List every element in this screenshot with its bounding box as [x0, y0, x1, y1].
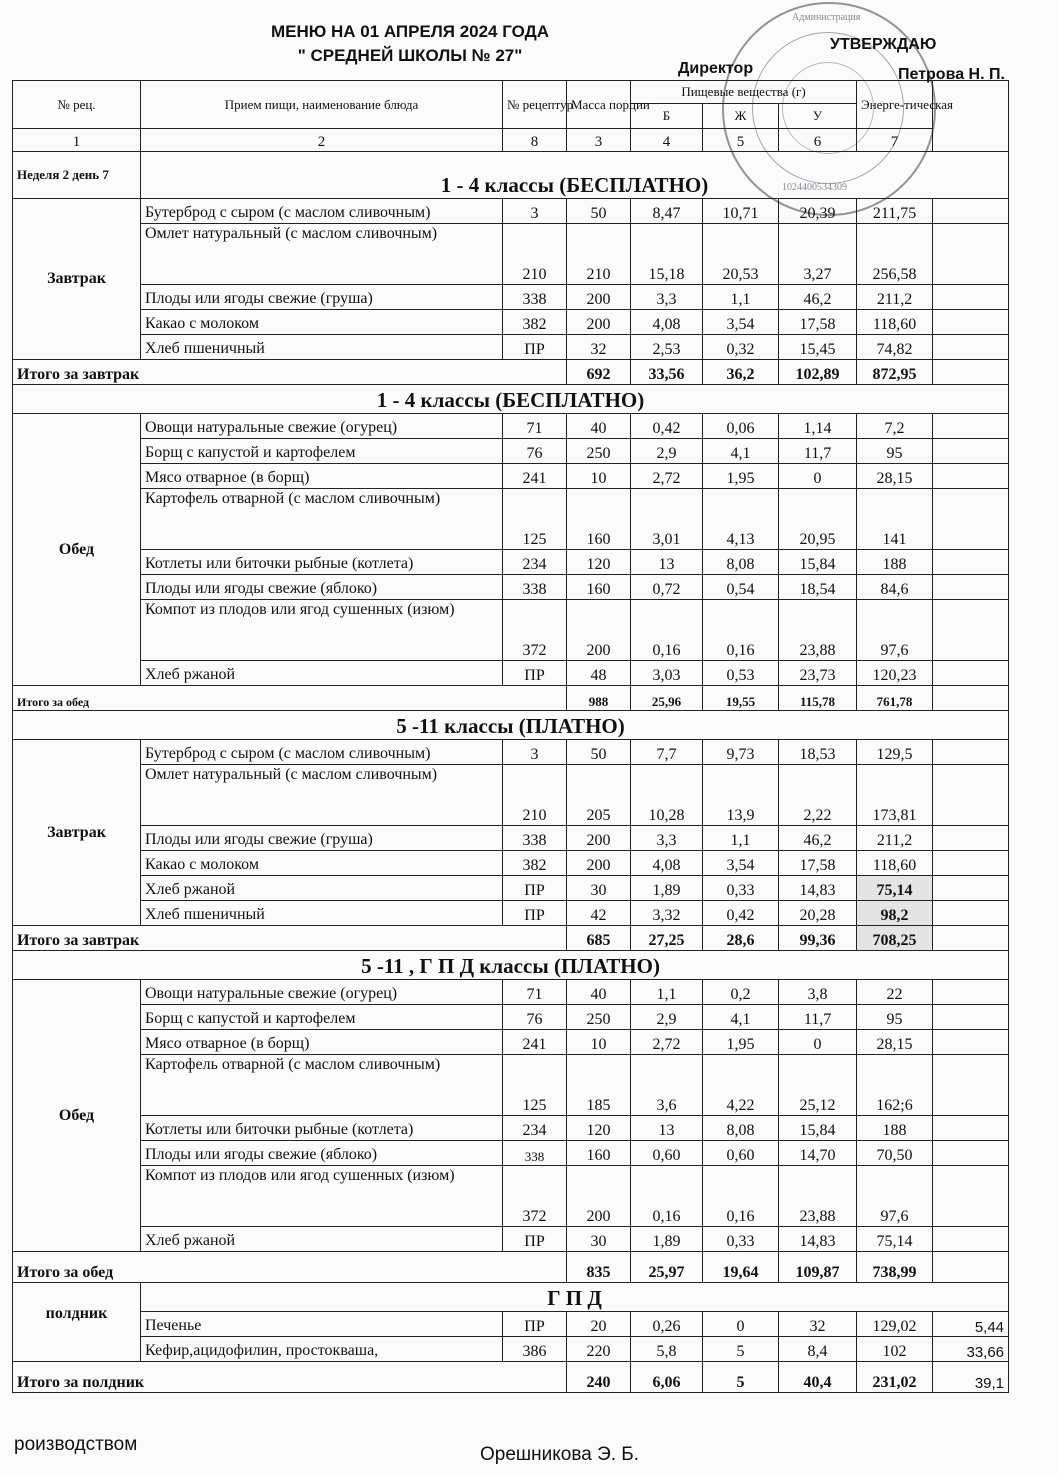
- fat: 3,54: [703, 851, 779, 876]
- col-zh: Ж: [703, 104, 779, 129]
- dish-name: Овощи натуральные свежие (огурец): [141, 414, 503, 439]
- col-nutrients: Пищевые вещества (г): [631, 81, 857, 104]
- carbs: 15,45: [779, 335, 857, 360]
- carbs: 17,58: [779, 851, 857, 876]
- protein: 2,72: [631, 1030, 703, 1055]
- dish-name: Хлеб пшеничный: [141, 335, 503, 360]
- fat: 0,33: [703, 876, 779, 901]
- energy: 188: [857, 550, 933, 575]
- mass: 32: [567, 335, 631, 360]
- col-number: 3: [567, 129, 631, 152]
- fat: 0,06: [703, 414, 779, 439]
- total-protein: 25,97: [631, 1252, 703, 1283]
- mass: 200: [567, 310, 631, 335]
- fat: 3,54: [703, 310, 779, 335]
- school-name: " СРЕДНЕЙ ШКОЛЫ № 27": [297, 46, 523, 65]
- mass: 250: [567, 1005, 631, 1030]
- carbs: 11,7: [779, 439, 857, 464]
- protein: 2,53: [631, 335, 703, 360]
- protein: 0,16: [631, 1166, 703, 1227]
- price: 5,44: [933, 1312, 1009, 1337]
- recipe-no: 382: [503, 851, 567, 876]
- total-label: Итого за завтрак: [13, 360, 567, 385]
- carbs: 18,54: [779, 575, 857, 600]
- energy: 97,6: [857, 600, 933, 661]
- carbs: 46,2: [779, 826, 857, 851]
- section-band: 1 - 4 классы (БЕСПЛАТНО): [141, 152, 1009, 199]
- dish-name: Компот из плодов или ягод сушенных (изюм): [141, 600, 503, 661]
- mass: 120: [567, 550, 631, 575]
- energy: 211,2: [857, 826, 933, 851]
- total-energy: 761,78: [857, 686, 933, 711]
- total-fat: 28,6: [703, 926, 779, 951]
- protein: 4,08: [631, 310, 703, 335]
- energy: 70,50: [857, 1141, 933, 1166]
- dish-name: Компот из плодов или ягод сушенных (изюм): [141, 1166, 503, 1227]
- energy: 28,15: [857, 464, 933, 489]
- col-b: Б: [631, 104, 703, 129]
- price: 33,66: [933, 1337, 1009, 1362]
- fat: 8,08: [703, 550, 779, 575]
- col-mass: Масса порции: [567, 81, 631, 129]
- total-price: 39,1: [933, 1362, 1009, 1393]
- carbs: 14,83: [779, 876, 857, 901]
- total-protein: 33,56: [631, 360, 703, 385]
- carbs: 25,12: [779, 1055, 857, 1116]
- carbs: 23,88: [779, 1166, 857, 1227]
- carbs: 23,73: [779, 661, 857, 686]
- protein: 1,89: [631, 1227, 703, 1252]
- carbs: 17,58: [779, 310, 857, 335]
- mass: 160: [567, 575, 631, 600]
- fat: 13,9: [703, 765, 779, 826]
- energy: 84,6: [857, 575, 933, 600]
- director-name: Петрова Н. П.: [898, 66, 1005, 83]
- mass: 185: [567, 1055, 631, 1116]
- protein: 7,7: [631, 740, 703, 765]
- total-energy: 872,95: [857, 360, 933, 385]
- total-protein: 25,96: [631, 686, 703, 711]
- protein: 0,72: [631, 575, 703, 600]
- section-band: 5 -11 , Г П Д классы (ПЛАТНО): [13, 951, 1009, 980]
- dish-name: Овощи натуральные свежие (огурец): [141, 980, 503, 1005]
- recipe-no: 210: [503, 765, 567, 826]
- mass: 40: [567, 414, 631, 439]
- recipe-no: 234: [503, 550, 567, 575]
- recipe-no: 210: [503, 224, 567, 285]
- recipe-no: 372: [503, 1166, 567, 1227]
- carbs: 0: [779, 1030, 857, 1055]
- recipe-no: 125: [503, 1055, 567, 1116]
- recipe-no: 71: [503, 980, 567, 1005]
- dish-name: Хлеб пшеничный: [141, 901, 503, 926]
- dish-name: Бутерброд с сыром (с маслом сливочным): [141, 740, 503, 765]
- col-number: 7: [857, 129, 933, 152]
- energy: 118,60: [857, 310, 933, 335]
- fat: 4,22: [703, 1055, 779, 1116]
- fat: 10,71: [703, 199, 779, 224]
- mass: 200: [567, 851, 631, 876]
- menu-title: МЕНЮ НА 01 АПРЕЛЯ 2024 ГОДА: [270, 22, 550, 41]
- recipe-no: 71: [503, 414, 567, 439]
- recipe-no: 125: [503, 489, 567, 550]
- protein: 2,9: [631, 439, 703, 464]
- mass: 200: [567, 285, 631, 310]
- dish-name: Котлеты или биточки рыбные (котлета): [141, 550, 503, 575]
- energy: 173,81: [857, 765, 933, 826]
- mass: 40: [567, 980, 631, 1005]
- dish-name: Какао с молоком: [141, 310, 503, 335]
- total-mass: 685: [567, 926, 631, 951]
- col-energy: Энерге-тическая: [857, 81, 933, 129]
- recipe-no: 338: [503, 575, 567, 600]
- fat: 0,54: [703, 575, 779, 600]
- meal-label: Завтрак: [13, 199, 141, 360]
- protein: 10,28: [631, 765, 703, 826]
- fat: 0,16: [703, 600, 779, 661]
- total-mass: 835: [567, 1252, 631, 1283]
- total-mass: 692: [567, 360, 631, 385]
- mass: 50: [567, 199, 631, 224]
- carbs: 15,84: [779, 550, 857, 575]
- meal-label: Обед: [13, 414, 141, 686]
- section-band: Г П Д: [141, 1283, 1009, 1312]
- recipe-no: 3: [503, 740, 567, 765]
- footer-signature: Орешникова Э. Б.: [480, 1444, 640, 1465]
- mass: 30: [567, 1227, 631, 1252]
- protein: 13: [631, 550, 703, 575]
- total-label: Итого за полдник: [13, 1362, 567, 1393]
- week-label: Неделя 2 день 7: [13, 152, 141, 199]
- recipe-no: 3: [503, 199, 567, 224]
- energy: 98,2: [857, 901, 933, 926]
- energy: 102: [857, 1337, 933, 1362]
- carbs: 0: [779, 464, 857, 489]
- total-carbs: 115,78: [779, 686, 857, 711]
- dish-name: Кефир,ацидофилин, простокваша,: [141, 1337, 503, 1362]
- dish-name: Печенье: [141, 1312, 503, 1337]
- total-carbs: 109,87: [779, 1252, 857, 1283]
- mass: 210: [567, 224, 631, 285]
- recipe-no: 234: [503, 1116, 567, 1141]
- mass: 30: [567, 876, 631, 901]
- protein: 1,1: [631, 980, 703, 1005]
- energy: 7,2: [857, 414, 933, 439]
- fat: 1,95: [703, 1030, 779, 1055]
- energy: 28,15: [857, 1030, 933, 1055]
- energy: 256,58: [857, 224, 933, 285]
- energy: 22: [857, 980, 933, 1005]
- fat: 0: [703, 1312, 779, 1337]
- recipe-no: 76: [503, 1005, 567, 1030]
- dish-name: Мясо отварное (в борщ): [141, 464, 503, 489]
- mass: 200: [567, 826, 631, 851]
- carbs: 46,2: [779, 285, 857, 310]
- fat: 20,53: [703, 224, 779, 285]
- dish-name: Бутерброд с сыром (с маслом сливочным): [141, 199, 503, 224]
- recipe-no: ПР: [503, 901, 567, 926]
- meal-label: Завтрак: [13, 740, 141, 926]
- energy: 74,82: [857, 335, 933, 360]
- total-energy: 708,25: [857, 926, 933, 951]
- dish-name: Борщ с капустой и картофелем: [141, 439, 503, 464]
- protein: 8,47: [631, 199, 703, 224]
- protein: 1,89: [631, 876, 703, 901]
- protein: 15,18: [631, 224, 703, 285]
- protein: 3,03: [631, 661, 703, 686]
- total-energy: 738,99: [857, 1252, 933, 1283]
- mass: 120: [567, 1116, 631, 1141]
- col-dish: Прием пищи, наименование блюда: [141, 81, 503, 129]
- recipe-no: ПР: [503, 1227, 567, 1252]
- col-number: 2: [141, 129, 503, 152]
- fat: 0,16: [703, 1166, 779, 1227]
- recipe-no: 338: [503, 826, 567, 851]
- carbs: 20,39: [779, 199, 857, 224]
- fat: 4,1: [703, 1005, 779, 1030]
- dish-name: Плоды или ягоды свежие (яблоко): [141, 1141, 503, 1166]
- mass: 205: [567, 765, 631, 826]
- recipe-no: 338: [503, 1141, 567, 1166]
- dish-name: Плоды или ягоды свежие (груша): [141, 285, 503, 310]
- protein: 5,8: [631, 1337, 703, 1362]
- fat: 5: [703, 1337, 779, 1362]
- col-recipe: № рецептур: [503, 81, 567, 129]
- mass: 50: [567, 740, 631, 765]
- dish-name: Хлеб ржаной: [141, 876, 503, 901]
- total-label: Итого за обед: [13, 686, 567, 711]
- fat: 4,13: [703, 489, 779, 550]
- stamp-text: Администрация: [792, 12, 861, 23]
- carbs: 15,84: [779, 1116, 857, 1141]
- total-fat: 36,2: [703, 360, 779, 385]
- total-energy: 231,02: [857, 1362, 933, 1393]
- dish-name: Мясо отварное (в борщ): [141, 1030, 503, 1055]
- protein: 0,60: [631, 1141, 703, 1166]
- col-u: У: [779, 104, 857, 129]
- dish-name: Плоды или ягоды свежие (груша): [141, 826, 503, 851]
- recipe-no: 76: [503, 439, 567, 464]
- total-label: Итого за обед: [13, 1252, 567, 1283]
- section-band: 1 - 4 классы (БЕСПЛАТНО): [13, 385, 1009, 414]
- energy: 75,14: [857, 1227, 933, 1252]
- energy: 188: [857, 1116, 933, 1141]
- mass: 20: [567, 1312, 631, 1337]
- protein: 4,08: [631, 851, 703, 876]
- energy: 141: [857, 489, 933, 550]
- carbs: 32: [779, 1312, 857, 1337]
- carbs: 1,14: [779, 414, 857, 439]
- protein: 0,26: [631, 1312, 703, 1337]
- energy: 129,5: [857, 740, 933, 765]
- protein: 3,3: [631, 285, 703, 310]
- total-fat: 19,64: [703, 1252, 779, 1283]
- mass: 42: [567, 901, 631, 926]
- mass: 250: [567, 439, 631, 464]
- dish-name: Котлеты или биточки рыбные (котлета): [141, 1116, 503, 1141]
- protein: 0,16: [631, 600, 703, 661]
- total-label: Итого за завтрак: [13, 926, 567, 951]
- total-mass: 988: [567, 686, 631, 711]
- section-band: 5 -11 классы (ПЛАТНО): [13, 711, 1009, 740]
- energy: 75,14: [857, 876, 933, 901]
- mass: 10: [567, 1030, 631, 1055]
- recipe-no: ПР: [503, 335, 567, 360]
- carbs: 20,95: [779, 489, 857, 550]
- fat: 0,32: [703, 335, 779, 360]
- dish-name: Хлеб ржаной: [141, 661, 503, 686]
- total-carbs: 99,36: [779, 926, 857, 951]
- dish-name: Борщ с капустой и картофелем: [141, 1005, 503, 1030]
- director-label: Директор: [678, 60, 754, 77]
- fat: 9,73: [703, 740, 779, 765]
- mass: 10: [567, 464, 631, 489]
- carbs: 2,22: [779, 765, 857, 826]
- carbs: 3,8: [779, 980, 857, 1005]
- approve-label: УТВЕРЖДАЮ: [830, 36, 937, 53]
- total-mass: 240: [567, 1362, 631, 1393]
- stamp-inner-text: 1024400534309: [782, 182, 847, 193]
- total-fat: 19,55: [703, 686, 779, 711]
- recipe-no: ПР: [503, 661, 567, 686]
- fat: 1,95: [703, 464, 779, 489]
- carbs: 20,28: [779, 901, 857, 926]
- protein: 3,32: [631, 901, 703, 926]
- protein: 2,9: [631, 1005, 703, 1030]
- mass: 200: [567, 1166, 631, 1227]
- carbs: 14,70: [779, 1141, 857, 1166]
- carbs: 23,88: [779, 600, 857, 661]
- recipe-no: 241: [503, 464, 567, 489]
- energy: 211,75: [857, 199, 933, 224]
- mass: 220: [567, 1337, 631, 1362]
- col-rec-no: № рец.: [13, 81, 141, 129]
- fat: 0,53: [703, 661, 779, 686]
- carbs: 3,27: [779, 224, 857, 285]
- energy: 97,6: [857, 1166, 933, 1227]
- protein: 3,01: [631, 489, 703, 550]
- col-number: 1: [13, 129, 141, 152]
- fat: 0,2: [703, 980, 779, 1005]
- energy: 95: [857, 439, 933, 464]
- mass: 160: [567, 489, 631, 550]
- col-number: 8: [503, 129, 567, 152]
- mass: 200: [567, 600, 631, 661]
- footer-left: роизводством: [14, 1434, 138, 1455]
- dish-name: Хлеб ржаной: [141, 1227, 503, 1252]
- energy: 129,02: [857, 1312, 933, 1337]
- fat: 8,08: [703, 1116, 779, 1141]
- mass: 48: [567, 661, 631, 686]
- recipe-no: ПР: [503, 876, 567, 901]
- recipe-no: 338: [503, 285, 567, 310]
- total-carbs: 102,89: [779, 360, 857, 385]
- recipe-no: ПР: [503, 1312, 567, 1337]
- meal-label: Обед: [13, 980, 141, 1252]
- fat: 0,42: [703, 901, 779, 926]
- dish-name: Плоды или ягоды свежие (яблоко): [141, 575, 503, 600]
- fat: 1,1: [703, 285, 779, 310]
- energy: 162;6: [857, 1055, 933, 1116]
- dish-name: Какао с молоком: [141, 851, 503, 876]
- carbs: 14,83: [779, 1227, 857, 1252]
- mass: 160: [567, 1141, 631, 1166]
- col-number: 5: [703, 129, 779, 152]
- total-protein: 6,06: [631, 1362, 703, 1393]
- fat: 1,1: [703, 826, 779, 851]
- dish-name: Омлет натуральный (с маслом сливочным): [141, 765, 503, 826]
- total-carbs: 40,4: [779, 1362, 857, 1393]
- recipe-no: 372: [503, 600, 567, 661]
- carbs: 11,7: [779, 1005, 857, 1030]
- fat: 0,60: [703, 1141, 779, 1166]
- recipe-no: 241: [503, 1030, 567, 1055]
- carbs: 18,53: [779, 740, 857, 765]
- menu-table: [12, 80, 1009, 1393]
- meal-label: полдник: [13, 1283, 141, 1362]
- energy: 211,2: [857, 285, 933, 310]
- dish-name: Омлет натуральный (с маслом сливочным): [141, 224, 503, 285]
- protein: 3,3: [631, 826, 703, 851]
- recipe-no: 382: [503, 310, 567, 335]
- energy: 95: [857, 1005, 933, 1030]
- fat: 4,1: [703, 439, 779, 464]
- energy: 118,60: [857, 851, 933, 876]
- protein: 13: [631, 1116, 703, 1141]
- dish-name: Картофель отварной (с маслом сливочным): [141, 1055, 503, 1116]
- col-number: 6: [779, 129, 857, 152]
- total-protein: 27,25: [631, 926, 703, 951]
- recipe-no: 386: [503, 1337, 567, 1362]
- protein: 3,6: [631, 1055, 703, 1116]
- dish-name: Картофель отварной (с маслом сливочным): [141, 489, 503, 550]
- fat: 0,33: [703, 1227, 779, 1252]
- protein: 0,42: [631, 414, 703, 439]
- carbs: 8,4: [779, 1337, 857, 1362]
- energy: 120,23: [857, 661, 933, 686]
- col-number: 4: [631, 129, 703, 152]
- total-fat: 5: [703, 1362, 779, 1393]
- protein: 2,72: [631, 464, 703, 489]
